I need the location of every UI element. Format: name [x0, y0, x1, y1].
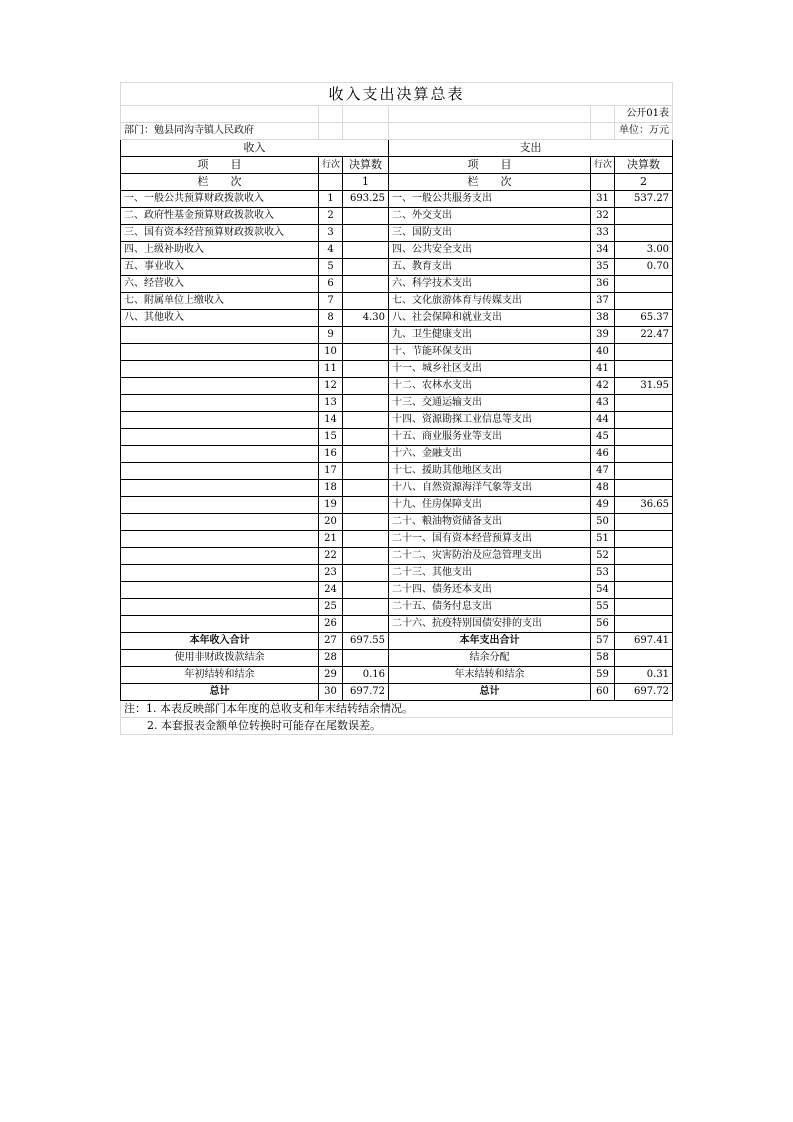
expense-amount [615, 599, 673, 616]
income-line-number: 20 [319, 514, 343, 531]
income-item-name [121, 378, 319, 395]
income-line-number: 13 [319, 395, 343, 412]
expense-line-header: 行次 [591, 157, 615, 174]
expense-item-name: 二十六、抗疫特别国债安排的支出 [389, 616, 591, 633]
expense-amount: 537.27 [615, 191, 673, 208]
income-amount [343, 514, 389, 531]
income-amount [343, 344, 389, 361]
table-row [121, 225, 673, 242]
income-item-name [121, 395, 319, 412]
expense-line-number: 43 [591, 395, 615, 412]
expense-item-name: 十、节能环保支出 [389, 344, 591, 361]
expense-amount [615, 361, 673, 378]
income-line-number: 9 [319, 327, 343, 344]
expense-line-number: 52 [591, 548, 615, 565]
expense-column-label: 栏 次 [389, 174, 591, 191]
table-row [121, 514, 673, 531]
expense-item-name: 十六、金融支出 [389, 446, 591, 463]
expense-line-number: 54 [591, 582, 615, 599]
table-row [121, 463, 673, 480]
table-row [121, 565, 673, 582]
expense-amount: 36.65 [615, 497, 673, 514]
income-amount: 697.55 [343, 633, 389, 650]
expense-header: 支出 [389, 140, 673, 157]
expense-line-number: 45 [591, 429, 615, 446]
expense-amount: 65.37 [615, 310, 673, 327]
income-line-number: 28 [319, 650, 343, 667]
summary-row [121, 667, 673, 684]
expense-line-number: 37 [591, 293, 615, 310]
table-row [121, 395, 673, 412]
income-item-name [121, 429, 319, 446]
table-row [121, 616, 673, 633]
expense-item-name: 二十一、国有资本经营预算支出 [389, 531, 591, 548]
expense-item-name: 四、公共安全支出 [389, 242, 591, 259]
income-amount [343, 429, 389, 446]
income-column-number: 1 [343, 174, 389, 191]
income-item-name [121, 463, 319, 480]
expense-amount: 22.47 [615, 327, 673, 344]
table-row [121, 497, 673, 514]
expense-amount [615, 429, 673, 446]
income-item-name: 一、一般公共预算财政拨款收入 [121, 191, 319, 208]
expense-line-number: 33 [591, 225, 615, 242]
expense-item-name: 二十四、债务还本支出 [389, 582, 591, 599]
income-line-number: 22 [319, 548, 343, 565]
expense-amount [615, 531, 673, 548]
income-item-name [121, 599, 319, 616]
income-amount: 0.16 [343, 667, 389, 684]
income-item-name [121, 616, 319, 633]
income-item-name [121, 497, 319, 514]
income-header: 收入 [121, 140, 389, 157]
income-amount [343, 446, 389, 463]
expense-line-number: 36 [591, 276, 615, 293]
income-item-name: 二、政府性基金预算财政拨款收入 [121, 208, 319, 225]
table-row [121, 412, 673, 429]
income-amount [343, 548, 389, 565]
expense-amount [615, 395, 673, 412]
expense-amount [615, 514, 673, 531]
income-item-name: 本年收入合计 [121, 633, 319, 650]
income-item-name: 四、上级补助收入 [121, 242, 319, 259]
income-line-number: 24 [319, 582, 343, 599]
expense-line-number: 34 [591, 242, 615, 259]
expense-line-number: 58 [591, 650, 615, 667]
income-item-name: 使用非财政拨款结余 [121, 650, 319, 667]
income-amount [343, 276, 389, 293]
expense-item-name: 二十、粮油物资储备支出 [389, 514, 591, 531]
table-row [121, 259, 673, 276]
income-amount: 4.30 [343, 310, 389, 327]
expense-line-number: 48 [591, 480, 615, 497]
income-amount: 693.25 [343, 191, 389, 208]
table-row [121, 344, 673, 361]
department-label: 部门：勉县同沟寺镇人民政府 [121, 123, 319, 140]
summary-row [121, 633, 673, 650]
expense-item-name: 十五、商业服务业等支出 [389, 429, 591, 446]
income-amount [343, 650, 389, 667]
table-row [121, 531, 673, 548]
expense-line-number: 46 [591, 446, 615, 463]
income-amount [343, 293, 389, 310]
expense-line-number: 42 [591, 378, 615, 395]
expense-item-name: 十二、农林水支出 [389, 378, 591, 395]
income-item-name [121, 446, 319, 463]
note-1: 注：1. 本表反映部门本年度的总收支和年末结转结余情况。 [121, 701, 673, 718]
expense-amount: 3.00 [615, 242, 673, 259]
table-row [121, 582, 673, 599]
table-row [121, 429, 673, 446]
table-row [121, 191, 673, 208]
income-expense-table [120, 82, 673, 735]
income-line-number: 12 [319, 378, 343, 395]
expense-item-name: 十四、资源勘探工业信息等支出 [389, 412, 591, 429]
income-line-number: 6 [319, 276, 343, 293]
form-code: 公开01表 [615, 106, 673, 123]
expense-item-name: 十七、援助其他地区支出 [389, 463, 591, 480]
income-line-number: 19 [319, 497, 343, 514]
income-amount [343, 412, 389, 429]
income-item-name [121, 344, 319, 361]
income-amount [343, 463, 389, 480]
unit-label: 单位：万元 [615, 123, 673, 140]
expense-line-number: 38 [591, 310, 615, 327]
income-item-name [121, 514, 319, 531]
table-row [121, 327, 673, 344]
income-amount [343, 378, 389, 395]
income-item-name [121, 361, 319, 378]
income-line-number: 10 [319, 344, 343, 361]
expense-amount: 697.41 [615, 633, 673, 650]
expense-amount [615, 480, 673, 497]
income-line-number: 23 [319, 565, 343, 582]
expense-amount [615, 208, 673, 225]
table-row [121, 480, 673, 497]
note-2: 2. 本套报表金额单位转换时可能存在尾数误差。 [121, 718, 673, 735]
expense-line-number: 53 [591, 565, 615, 582]
expense-amount [615, 565, 673, 582]
table-row [121, 446, 673, 463]
income-line-number: 4 [319, 242, 343, 259]
income-line-number: 16 [319, 446, 343, 463]
income-item-name: 六、经营收入 [121, 276, 319, 293]
expense-item-name: 二十三、其他支出 [389, 565, 591, 582]
income-column-label: 栏 次 [121, 174, 319, 191]
expense-item-name: 十九、住房保障支出 [389, 497, 591, 514]
income-amount [343, 327, 389, 344]
expense-line-number: 47 [591, 463, 615, 480]
expense-line-number: 40 [591, 344, 615, 361]
income-amount [343, 497, 389, 514]
summary-row [121, 684, 673, 701]
income-line-number: 11 [319, 361, 343, 378]
income-amount [343, 480, 389, 497]
expense-amount [615, 276, 673, 293]
income-amount [343, 582, 389, 599]
income-item-name: 年初结转和结余 [121, 667, 319, 684]
income-line-header: 行次 [319, 157, 343, 174]
expense-line-number: 44 [591, 412, 615, 429]
expense-item-name: 本年支出合计 [389, 633, 591, 650]
expense-line-number: 56 [591, 616, 615, 633]
income-amount [343, 242, 389, 259]
income-amount [343, 565, 389, 582]
income-line-number: 14 [319, 412, 343, 429]
expense-item-name: 总计 [389, 684, 591, 701]
expense-item-name: 年末结转和结余 [389, 667, 591, 684]
income-line-number: 29 [319, 667, 343, 684]
income-item-name [121, 582, 319, 599]
expense-item-name: 七、文化旅游体育与传媒支出 [389, 293, 591, 310]
expense-line-number: 39 [591, 327, 615, 344]
table-row [121, 361, 673, 378]
income-amount [343, 361, 389, 378]
expense-line-number: 35 [591, 259, 615, 276]
expense-line-number: 55 [591, 599, 615, 616]
income-item-name: 七、附属单位上缴收入 [121, 293, 319, 310]
table-row [121, 310, 673, 327]
expense-line-number: 51 [591, 531, 615, 548]
table-row [121, 208, 673, 225]
table-row [121, 378, 673, 395]
expense-line-number: 50 [591, 514, 615, 531]
income-item-name: 八、其他收入 [121, 310, 319, 327]
income-amount [343, 395, 389, 412]
income-amount [343, 531, 389, 548]
income-item-name [121, 548, 319, 565]
income-line-number: 3 [319, 225, 343, 242]
expense-item-name: 九、卫生健康支出 [389, 327, 591, 344]
expense-amount: 0.70 [615, 259, 673, 276]
income-line-number: 8 [319, 310, 343, 327]
income-line-number: 2 [319, 208, 343, 225]
expense-amount [615, 344, 673, 361]
income-item-name [121, 480, 319, 497]
expense-line-number: 32 [591, 208, 615, 225]
expense-amount: 697.72 [615, 684, 673, 701]
expense-item-name: 一、一般公共服务支出 [389, 191, 591, 208]
income-line-number: 5 [319, 259, 343, 276]
table-row [121, 242, 673, 259]
expense-amount [615, 225, 673, 242]
expense-amount [615, 463, 673, 480]
income-line-number: 17 [319, 463, 343, 480]
income-line-number: 1 [319, 191, 343, 208]
income-amount [343, 225, 389, 242]
table-row [121, 276, 673, 293]
page-title: 收入支出决算总表 [121, 83, 673, 106]
expense-item-name: 十三、交通运输支出 [389, 395, 591, 412]
income-amount [343, 259, 389, 276]
income-item-name: 三、国有资本经营预算财政拨款收入 [121, 225, 319, 242]
income-line-number: 21 [319, 531, 343, 548]
income-line-number: 27 [319, 633, 343, 650]
expense-line-number: 60 [591, 684, 615, 701]
expense-item-name: 二十五、债务付息支出 [389, 599, 591, 616]
table-row [121, 548, 673, 565]
expense-item-name: 六、科学技术支出 [389, 276, 591, 293]
income-amount [343, 616, 389, 633]
expense-line-number: 49 [591, 497, 615, 514]
expense-amount [615, 548, 673, 565]
income-item-name [121, 531, 319, 548]
expense-item-name: 十一、城乡社区支出 [389, 361, 591, 378]
expense-amount [615, 446, 673, 463]
income-amount [343, 208, 389, 225]
income-amount: 697.72 [343, 684, 389, 701]
income-line-number: 26 [319, 616, 343, 633]
expense-amount [615, 582, 673, 599]
expense-item-name: 五、教育支出 [389, 259, 591, 276]
income-line-number: 25 [319, 599, 343, 616]
income-amount [343, 599, 389, 616]
expense-amount [615, 412, 673, 429]
expense-amount [615, 650, 673, 667]
income-item-name [121, 412, 319, 429]
expense-item-name: 三、国防支出 [389, 225, 591, 242]
summary-row [121, 650, 673, 667]
expense-line-number: 59 [591, 667, 615, 684]
expense-amount: 31.95 [615, 378, 673, 395]
income-item-header: 项 目 [121, 157, 319, 174]
expense-item-name: 八、社会保障和就业支出 [389, 310, 591, 327]
expense-item-name: 结余分配 [389, 650, 591, 667]
income-line-number: 30 [319, 684, 343, 701]
expense-amount: 0.31 [615, 667, 673, 684]
expense-item-name: 十八、自然资源海洋气象等支出 [389, 480, 591, 497]
expense-line-number: 57 [591, 633, 615, 650]
income-amount-header: 决算数 [343, 157, 389, 174]
table-row [121, 293, 673, 310]
expense-amount-header: 决算数 [615, 157, 673, 174]
expense-item-name: 二十二、灾害防治及应急管理支出 [389, 548, 591, 565]
income-line-number: 15 [319, 429, 343, 446]
income-item-name: 总计 [121, 684, 319, 701]
table-row [121, 599, 673, 616]
expense-amount [615, 293, 673, 310]
report-sheet [120, 82, 672, 735]
expense-item-name: 二、外交支出 [389, 208, 591, 225]
expense-item-header: 项 目 [389, 157, 591, 174]
income-line-number: 7 [319, 293, 343, 310]
expense-column-number: 2 [615, 174, 673, 191]
expense-line-number: 31 [591, 191, 615, 208]
income-item-name [121, 327, 319, 344]
expense-amount [615, 616, 673, 633]
income-line-number: 18 [319, 480, 343, 497]
income-item-name [121, 565, 319, 582]
expense-line-number: 41 [591, 361, 615, 378]
income-item-name: 五、事业收入 [121, 259, 319, 276]
